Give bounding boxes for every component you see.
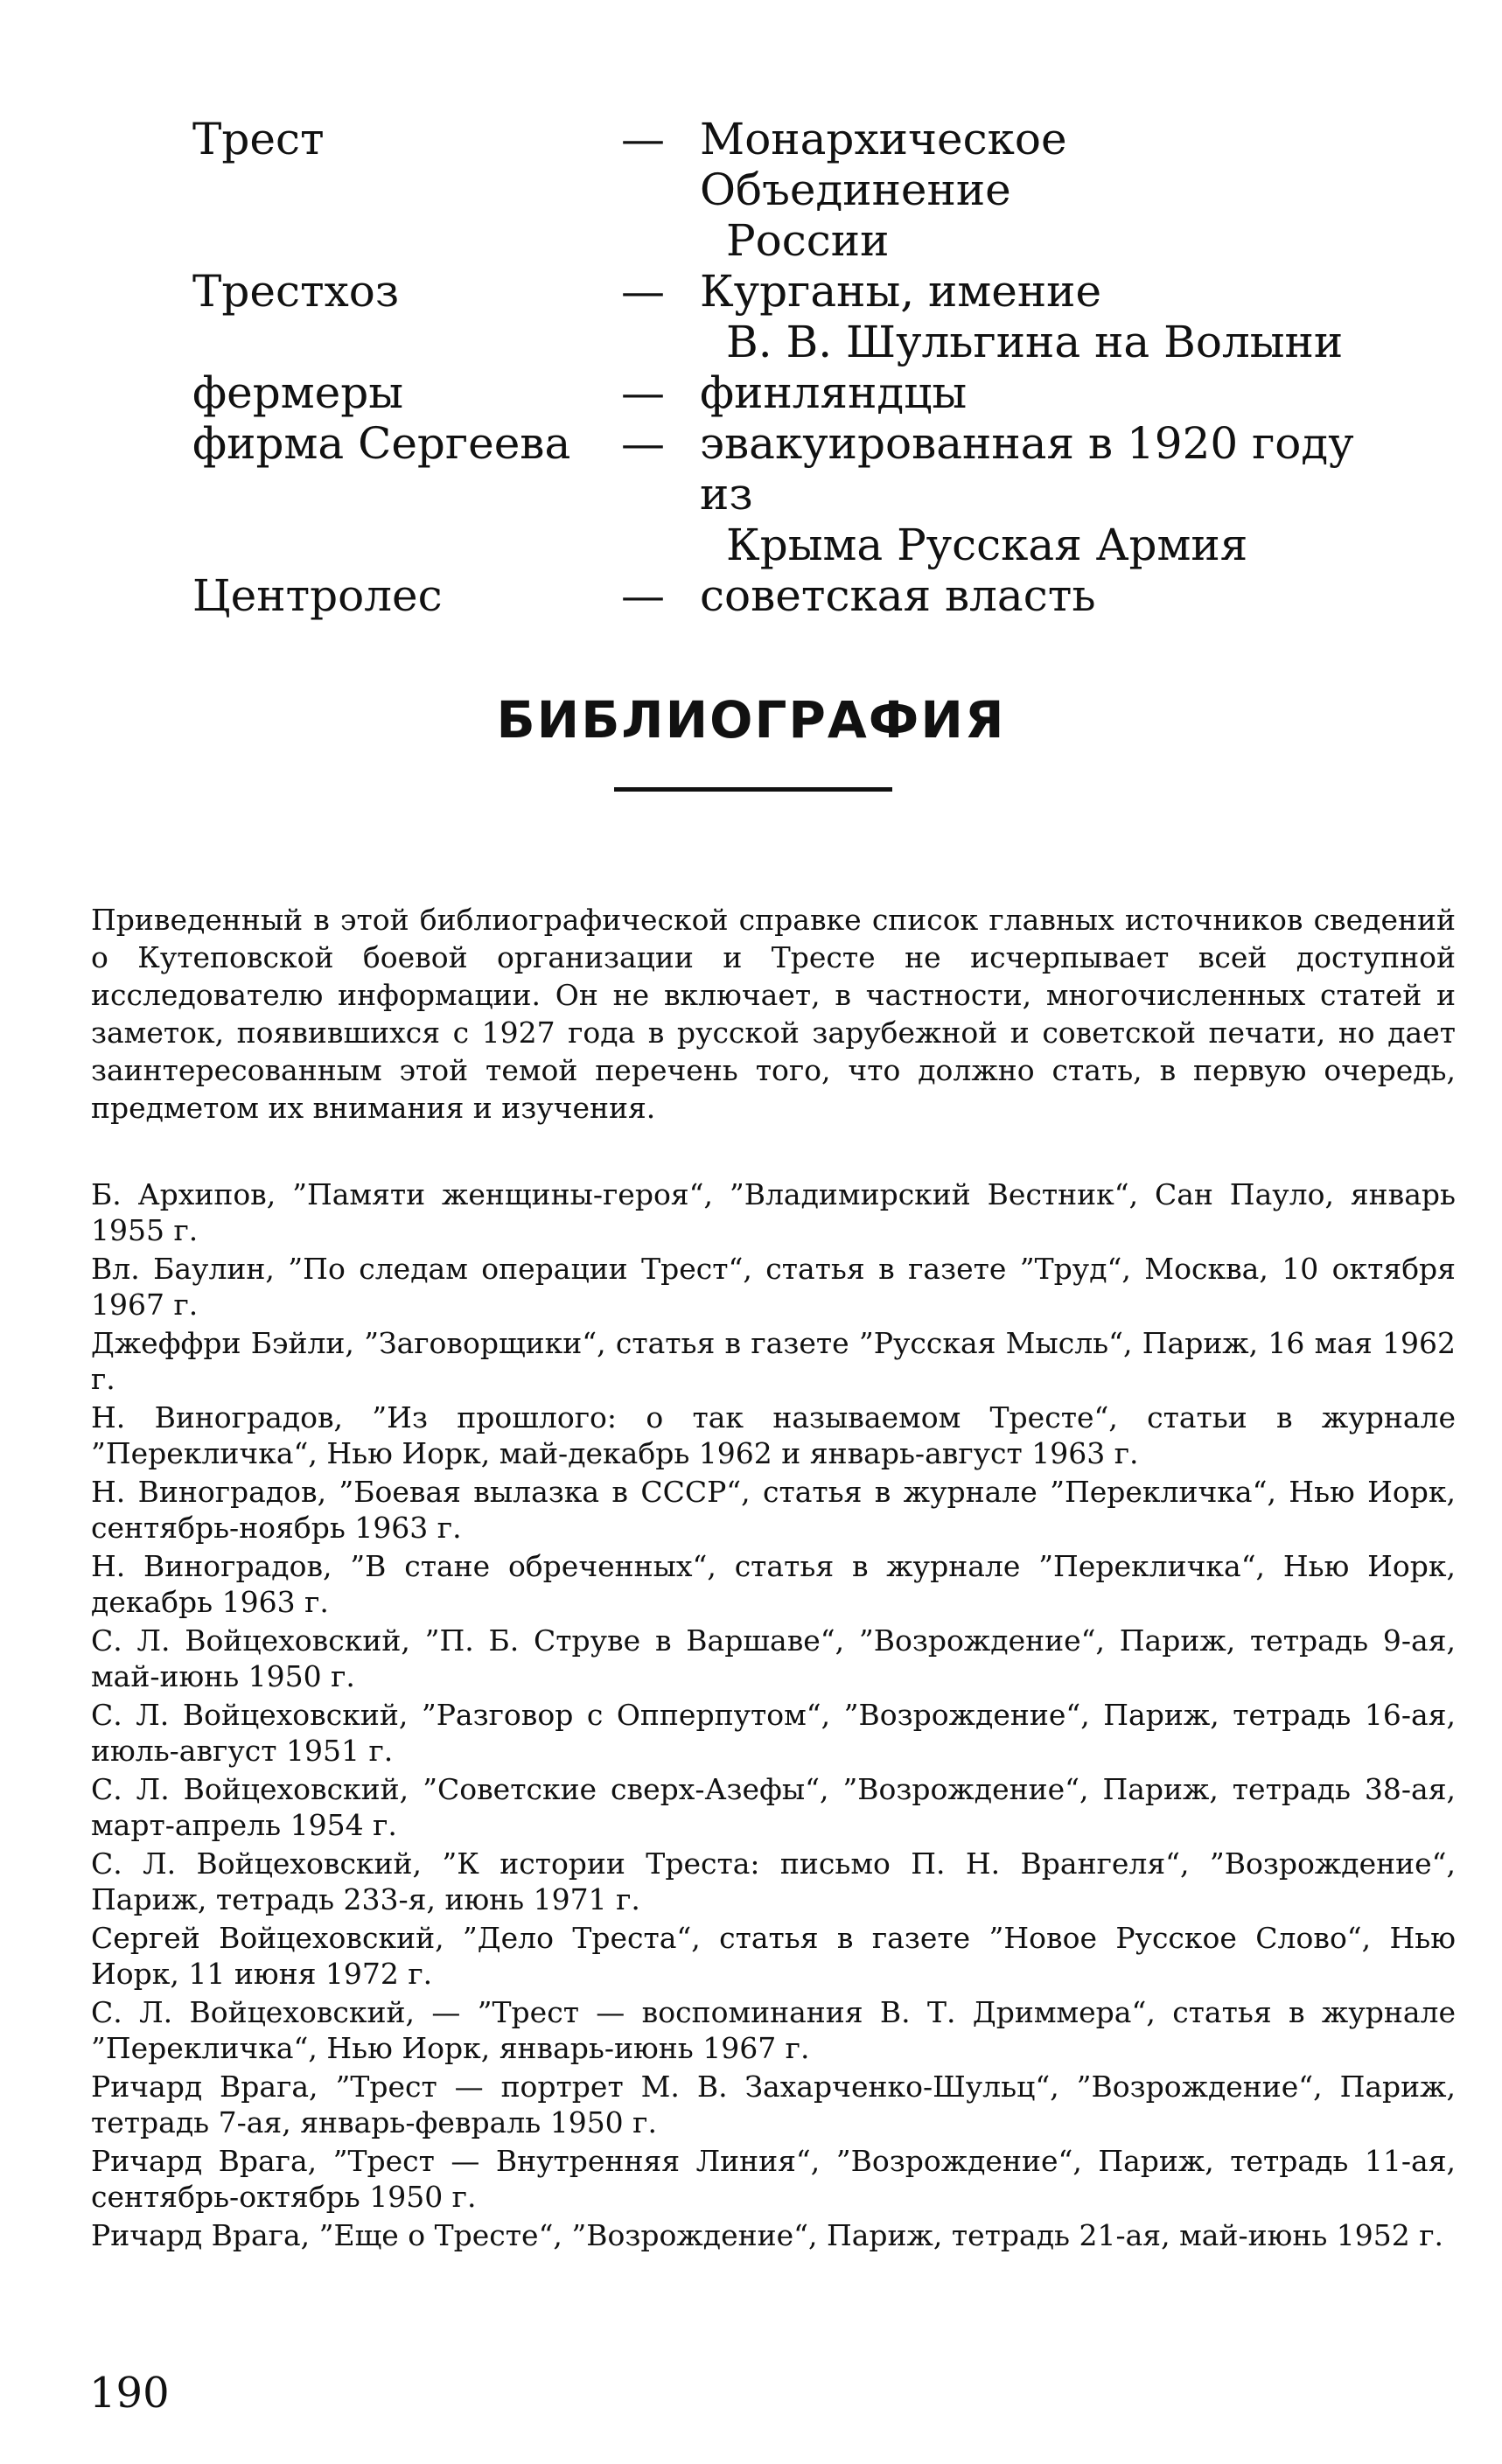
glossary-term: Трест <box>192 114 325 164</box>
glossary-term: фирма Сергеева <box>192 418 571 469</box>
glossary-dash: — <box>621 367 665 418</box>
page-number: 190 <box>89 2369 170 2418</box>
glossary-row <box>192 418 1382 570</box>
intro-paragraph: Приведенный в этой библиографической справке список главных источников сведений о Кутеповской боевой организации и Тресте не исчерпывает всей доступной исследователю информации. Он не включает, в частности, многочисленных статей и заметок, появившихся с 1927 года в русской зарубежной и советской печати, но дает заинтересованным этой темой перечень того, что должно стать, в первую очередь, предметом их внимания и изучения. <box>91 903 1456 1125</box>
bibliography-entry: Н. Виноградов, ”В стане обреченных“, статья в журнале ”Перекличка“, Нью Иорк, декабрь 1963 г. <box>91 1549 1456 1619</box>
bibliography-entry: С. Л. Войцеховский, ”П. Б. Струве в Варшаве“, ”Возрождение“, Париж, тетрадь 9-ая, май-июнь 1950 г. <box>91 1623 1456 1693</box>
glossary-definition <box>700 367 1382 418</box>
definition-line: В. В. Шульгина на Волыни <box>726 317 1344 367</box>
bibliography-entry: С. Л. Войцеховский, — ”Трест — воспоминания В. Т. Дриммера“, статья в журнале ”Перекличка“, Нью Иорк, январь-июнь 1967 г. <box>91 1995 1456 2065</box>
bibliography-entry: С. Л. Войцеховский, ”К истории Треста: письмо П. Н. Врангеля“, ”Возрождение“, Париж, тетрадь 233-я, июнь 1971 г. <box>91 1846 1456 1916</box>
glossary-term: Трестхоз <box>192 266 400 317</box>
definition-line: Курганы, имение <box>700 266 1102 317</box>
glossary-term: фермеры <box>192 367 404 418</box>
definition-line: финляндцы <box>700 367 968 418</box>
glossary-row <box>192 266 1382 367</box>
glossary-definition <box>700 266 1382 367</box>
bibliography-entry: Ричард Врага, ”Еще о Тресте“, ”Возрождение“, Париж, тетрадь 21-ая, май-июнь 1952 г. <box>91 2218 1444 2252</box>
bibliography-entry: Сергей Войцеховский, ”Дело Треста“, статья в газете ”Новое Русское Слово“, Нью Иорк, 11 июня 1972 г. <box>91 1921 1456 1991</box>
glossary-dash: — <box>621 570 665 621</box>
bibliography-entry: С. Л. Войцеховский, ”Разговор с Опперпутом“, ”Возрождение“, Париж, тетрадь 16-ая, июль-август 1951 г. <box>91 1698 1456 1768</box>
bibliography-entry: С. Л. Войцеховский, ”Советские сверх-Азефы“, ”Возрождение“, Париж, тетрадь 38-ая, март-апрель 1954 г. <box>91 1772 1456 1842</box>
definition-line: советская власть <box>700 570 1096 621</box>
glossary-term: Центролес <box>192 570 443 621</box>
heading-rule <box>614 787 892 792</box>
bibliography-entry: Ричард Врага, ”Трест — портрет М. В. Захарченко-Шульц“, ”Возрождение“, Париж, тетрадь 7-ая, январь-февраль 1950 г. <box>91 2070 1456 2139</box>
glossary-dash: — <box>621 114 665 164</box>
glossary-definition <box>700 570 1382 621</box>
glossary <box>192 114 1382 621</box>
glossary-row <box>192 570 1382 621</box>
bibliography-entry: Вл. Баулин, ”По следам операции Трест“, статья в газете ”Труд“, Москва, 10 октября 1967 г. <box>91 1252 1456 1322</box>
glossary-dash: — <box>621 266 665 317</box>
bibliography-entry: Джеффри Бэйли, ”Заговорщики“, статья в газете ”Русская Мысль“, Париж, 16 мая 1962 г. <box>91 1326 1456 1396</box>
bibliography-entry: Н. Виноградов, ”Боевая вылазка в СССР“, статья в журнале ”Перекличка“, Нью Иорк, сентябрь-ноябрь 1963 г. <box>91 1475 1456 1545</box>
bibliography-list <box>91 1176 1456 2256</box>
definition-line: Монархическое Объединение <box>700 114 1067 215</box>
definition-line: эвакуированная в 1920 году из <box>700 418 1354 520</box>
bibliography-entry: Н. Виноградов, ”Из прошлого: о так называемом Тресте“, статьи в журнале ”Перекличка“, Нью Иорк, май-декабрь 1962 и январь-август 1963 г. <box>91 1400 1456 1470</box>
glossary-dash: — <box>621 418 665 469</box>
section-heading: БИБЛИОГРАФИЯ <box>496 690 1006 750</box>
bibliography-entry: Б. Архипов, ”Памяти женщины-героя“, ”Владимирский Вестник“, Сан Пауло, январь 1955 г. <box>91 1177 1456 1247</box>
glossary-row <box>192 367 1382 418</box>
definition-line: Крыма Русская Армия <box>726 520 1248 570</box>
definition-line: России <box>726 215 890 266</box>
glossary-definition <box>700 418 1382 570</box>
glossary-row <box>192 114 1382 266</box>
glossary-definition <box>700 114 1382 266</box>
bibliography-entry: Ричард Врага, ”Трест — Внутренняя Линия“, ”Возрождение“, Париж, тетрадь 11-ая, сентябрь-октябрь 1950 г. <box>91 2144 1456 2214</box>
